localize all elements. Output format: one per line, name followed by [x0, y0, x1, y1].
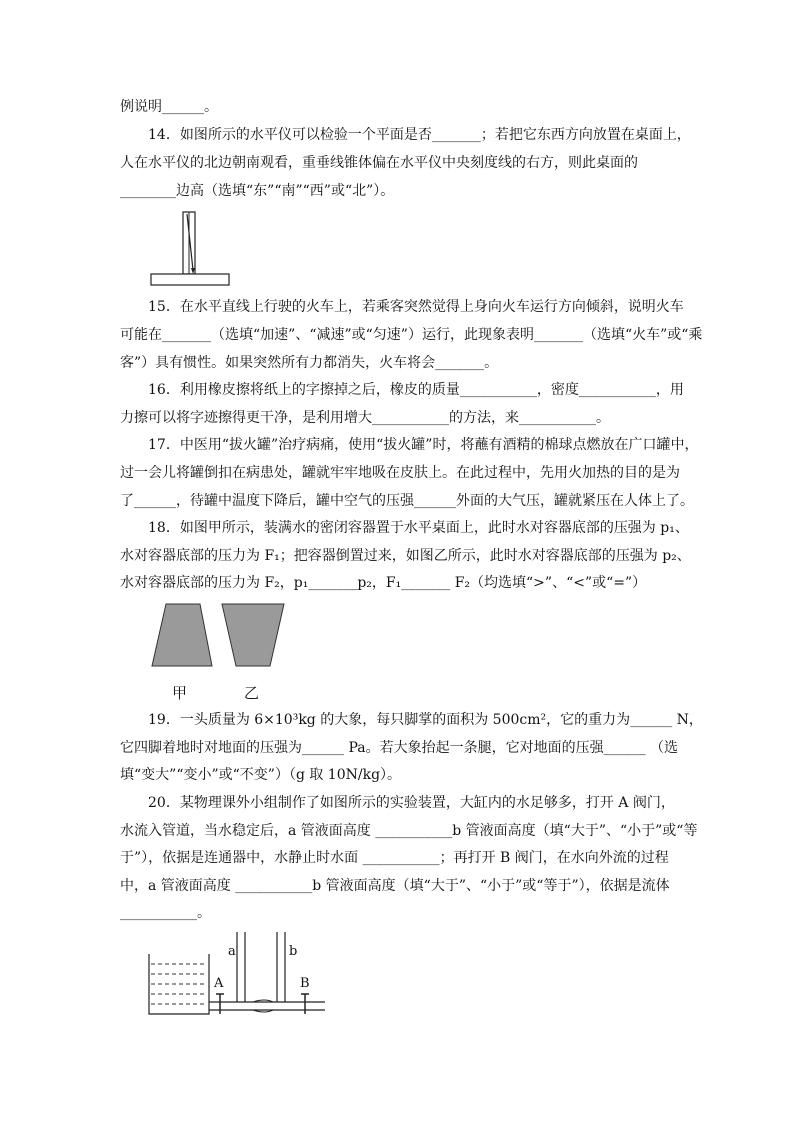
text-line: 水流入管道，当水稳定后，a 管液面高度 ___________b 管液面高度（填“大于”、“小于”或“等: [120, 823, 698, 839]
text-line: 过一会儿将罐倒扣在病患处，罐就牢牢地吸在皮肤上。在此过程中，先用火加热的目的是为: [120, 465, 680, 481]
question-16: 16．利用橡皮擦将纸上的字擦掉之后，橡皮的质量___________，密度___________，用: [148, 382, 684, 398]
text-line: 例说明______。: [120, 99, 218, 115]
apparatus-figure: [145, 928, 330, 1020]
question-14: 14．如图所示的水平仪可以检验一个平面是否_______；若把它东西方向放置在桌面上，: [148, 127, 691, 143]
text-line: 力擦可以将字迹擦得更干净，是利用增大___________的方法，来___________。: [120, 410, 610, 426]
text-line: 填“变大”“变小”或“不变”）（g 取 10N/kg）。: [120, 767, 402, 783]
tube-a-label: a: [228, 944, 236, 959]
text-line: 中，a 管液面高度 ___________b 管液面高度（填“大于”、“小于”或“等于”），依据是流体: [120, 878, 670, 894]
text-line: 客”）具有惯性。如果突然所有力都消失，火车将会_______。: [120, 355, 499, 371]
valve-a-label: A: [214, 976, 224, 991]
text-line: 它四脚着地时对地面的压强为______ Pa。若大象抬起一条腿，它对地面的压强______ （选: [120, 740, 679, 756]
text-line: ________边高（选填“东”“南”“西”或“北”）。: [120, 183, 395, 199]
question-15: 15．在水平直线上行驶的火车上，若乘客突然觉得上身向火车运行方向倾斜，说明火车: [148, 299, 684, 315]
figure-label-yi: 乙: [244, 684, 260, 702]
figure-label-jia: 甲: [172, 684, 188, 702]
containers-figure: [148, 600, 288, 672]
valve-b-label: B: [300, 976, 310, 991]
text-line: 于”），依据是连通器中，水静止时水面 ___________；再打开 B 阀门，在水向外流的过程: [120, 850, 669, 866]
text-line: 人在水平仪的北边朝南观看，重垂线锥体偏在水平仪中央刻度线的右方，则此桌面的: [120, 155, 638, 171]
level-figure: [148, 208, 232, 288]
question-20: 20．某物理课外小组制作了如图所示的实验装置，大缸内的水足够多，打开 A 阀门，: [148, 795, 675, 811]
text-line: ___________。: [120, 905, 211, 921]
text-line: 水对容器底部的压力为 F₂，p₁_______p₂，F₁_______ F₂（均选填“>”、“<”或“=”）: [120, 575, 647, 591]
question-19: 19．一头质量为 6×10³kg 的大象，每只脚掌的面积为 500cm²，它的重力为______ N，: [148, 712, 703, 728]
tube-b-label: b: [289, 944, 298, 959]
text-line: 可能在_______（选填“加速”、“减速”或“匀速”）运行，此现象表明_______（选填“火车”或“乘: [120, 327, 703, 343]
question-17: 17．中医用“拔火罐”治疗病痛，使用“拔火罐”时，将蘸有酒精的棉球点燃放在广口罐中，: [148, 437, 699, 453]
text-line: 了______，待罐中温度下降后，罐中空气的压强______外面的大气压，罐就紧压在人体上了。: [120, 493, 694, 509]
text-line: 水对容器底部的压力为 F₁；把容器倒置过来，如图乙所示，此时水对容器底部的压强为 p₂、: [120, 548, 691, 564]
question-18: 18．如图甲所示，装满水的密闭容器置于水平桌面上，此时水对容器底部的压强为 p₁、: [148, 520, 689, 536]
